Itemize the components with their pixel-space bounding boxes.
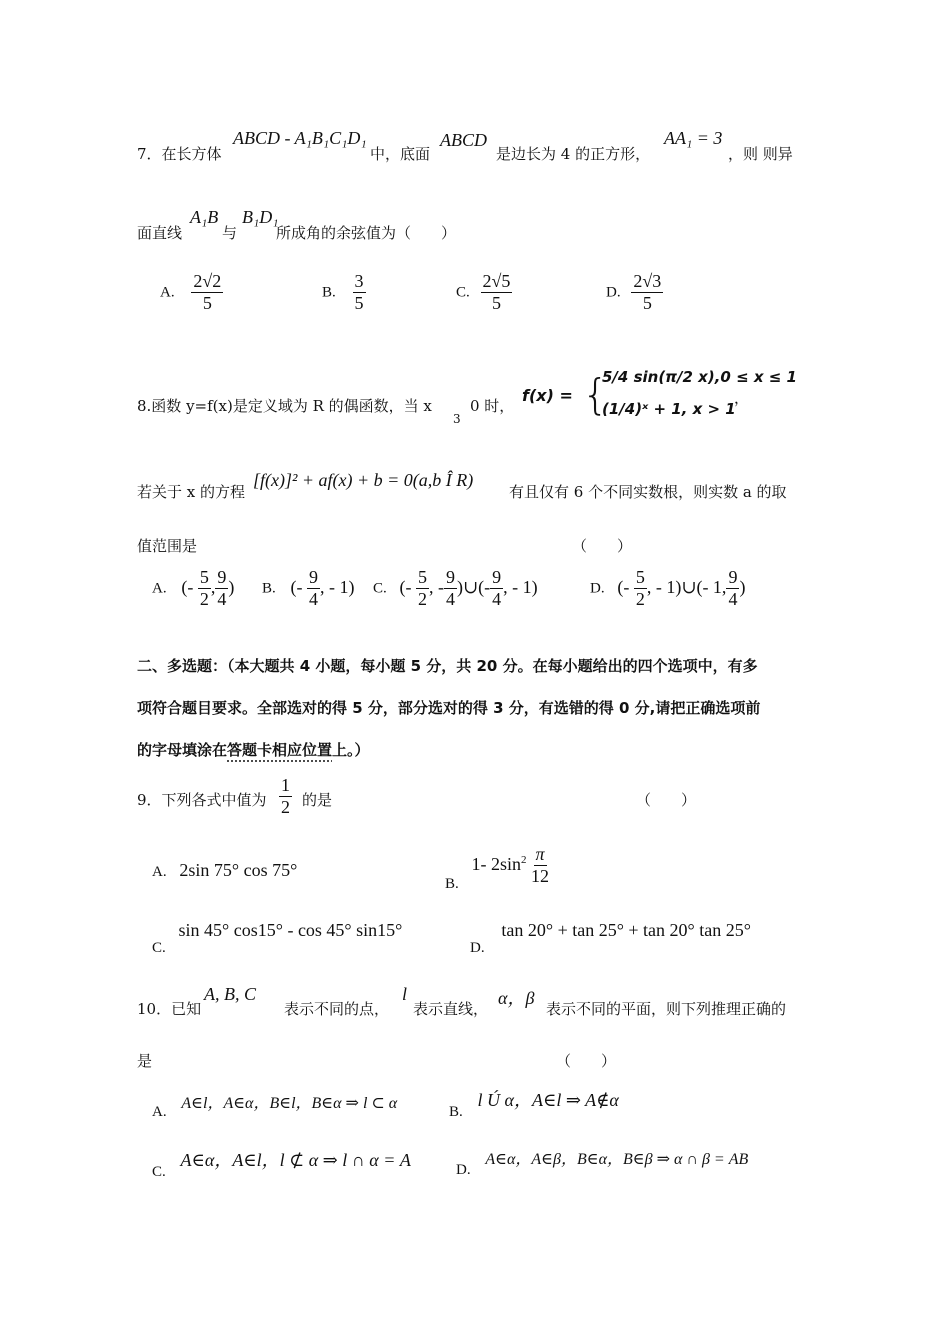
option-label: C. — [152, 940, 166, 956]
option-label: D. — [456, 1162, 471, 1178]
q8-equation: [f(x)]² + af(x) + b = 0(a,b Î R) — [253, 470, 474, 490]
fraction: $\frac{2√5}{5}$ — [482, 271, 511, 313]
q9-text: 9．下列各式中值为 — [137, 791, 267, 809]
q9-text-2: 的是 — [302, 791, 333, 809]
option-expr: sin 45° cos15° - cos 45° sin15° — [178, 920, 403, 940]
q10-answer-paren: （ ） — [556, 1052, 617, 1070]
option-expr: (- $\frac{9}{4}$ , - 1) — [290, 567, 355, 609]
q7-text-1: 中，底面 — [370, 145, 431, 163]
q8-option-b[interactable] — [262, 568, 355, 609]
option-label: D. — [470, 940, 485, 956]
q7-text-3: ，则 则异 — [728, 145, 793, 163]
q8-text-2: 0 时， — [470, 397, 515, 415]
q7-option-c[interactable] — [456, 272, 512, 313]
option-label: B. — [262, 580, 276, 597]
q9-option-d[interactable] — [470, 920, 751, 956]
option-label: A. — [152, 580, 167, 597]
section-2-line-3: 的字母填涂在答题卡相应位置上。） — [137, 741, 370, 759]
option-expr: 1- $2\sin^2$ $\frac{\pi}{12}$ — [471, 844, 550, 886]
option-label: B. — [322, 284, 336, 301]
q8-piece-1: 5/4 sin(π/2 x),0 ≤ x ≤ 1 — [602, 368, 797, 386]
q10-planes: α，β — [498, 988, 535, 1008]
q7-line2-a: 面直线 — [137, 224, 183, 242]
option-label: B. — [449, 1104, 463, 1120]
q7-number-text: 7．在长方体 — [137, 145, 222, 163]
q8-line3: 值范围是 — [137, 537, 198, 555]
option-expr: (- $\frac{5}{2}$ , - 1)∪(- 1, $\frac{9}{4}$ ) — [617, 567, 746, 609]
option-expr: (- $\frac{5}{2}$ , $\frac{9}{4}$ ) — [181, 567, 235, 609]
q10-option-d[interactable] — [456, 1146, 749, 1178]
q8-piece-2: (1/4)ˣ + 1, x > 1 — [602, 400, 736, 418]
q7-solid-name: ABCD - A₁B₁C₁D₁ — [233, 128, 367, 148]
fraction: $\frac{2√3}{5}$ — [633, 271, 662, 313]
q7-aa1: AA₁ = 3 — [664, 128, 723, 148]
q8-answer-paren: （ ） — [572, 537, 633, 555]
fraction: $\frac{3}{5}$ — [354, 271, 364, 313]
q7-option-a[interactable] — [160, 272, 223, 313]
q10-line2: 是 — [137, 1052, 153, 1070]
option-label: D. — [606, 284, 621, 301]
option-label: A. — [152, 1104, 167, 1120]
option-expr: 2sin 75° cos 75° — [179, 860, 298, 880]
q7-with: 与 — [222, 224, 238, 242]
q8-fx: f(x) = — [522, 386, 573, 405]
q8-option-c[interactable] — [373, 568, 538, 609]
q10-line-symbol: l — [402, 984, 408, 1004]
section-2-line-2: 项符合题目要求。全部选对的得 5 分，部分选对的得 3 分，有选错的得 0 分,请把正确选项前 — [137, 699, 761, 717]
q8-piecewise — [522, 366, 797, 430]
q7-a1b: A₁B — [190, 207, 219, 227]
q9-option-c[interactable] — [152, 920, 403, 956]
q8-option-d[interactable] — [590, 568, 745, 609]
option-label: A. — [152, 864, 167, 880]
section-2-line-1: 二、多选题：（本大题共 4 小题，每小题 5 分，共 20 分。在每小题给出的四个选项中，有多 — [137, 657, 758, 675]
brace-icon: { — [582, 370, 609, 419]
q10-option-c[interactable] — [152, 1146, 411, 1180]
q10-option-a[interactable] — [152, 1090, 398, 1120]
q8-line2-b: 有且仅有 6 个不同实数根，则实数 a 的取 — [509, 483, 787, 501]
option-label: C. — [373, 580, 387, 597]
q9-option-a[interactable] — [152, 860, 297, 881]
q9-half-fraction: $\frac{1}{2}$ — [281, 775, 290, 817]
q8-text-1: 8.函数 y=f(x)是定义域为 R 的偶函数，当 x — [137, 397, 432, 415]
q8-geq-glyph: 3 — [453, 412, 461, 426]
q7-option-b[interactable] — [322, 272, 366, 313]
q8-option-a[interactable] — [152, 568, 234, 609]
q9-answer-paren: （ ） — [636, 791, 697, 809]
q9-option-b[interactable] — [445, 844, 550, 892]
q7-base-name: ABCD — [440, 130, 487, 150]
option-label: D. — [590, 580, 605, 597]
option-expr: l Ú α，A∈l ⇒ A∉α — [477, 1090, 619, 1110]
q8-line2-a: 若关于 x 的方程 — [137, 483, 245, 501]
option-expr: A∈α，A∈β，B∈α，B∈β ⇒ α ∩ β = AB — [485, 1151, 749, 1168]
option-expr: A∈l，A∈α，B∈l，B∈α ⇒ l ⊂ α — [181, 1095, 398, 1112]
q10-option-b[interactable] — [449, 1086, 619, 1120]
fraction: $\frac{2√2}{5}$ — [193, 271, 222, 313]
q7-b1d1: B₁D₁ — [242, 207, 279, 227]
q7-option-d[interactable] — [606, 272, 663, 313]
q7-line2-b: 所成角的余弦值为（ ） — [276, 224, 457, 242]
q8-comma: ， — [734, 389, 750, 407]
option-label: C. — [456, 284, 470, 301]
q7-text-2: 是边长为 4 的正方形， — [496, 145, 651, 163]
q10-text-1: 10．已知 — [137, 1000, 202, 1018]
q10-text-4: 表示不同的平面，则下列推理正确的 — [546, 1000, 787, 1018]
q10-text-2: 表示不同的点， — [284, 1000, 390, 1018]
q10-text-3: 表示直线， — [413, 1000, 489, 1018]
option-label: C. — [152, 1164, 166, 1180]
option-label: B. — [445, 875, 459, 892]
option-expr: A∈α，A∈l，l ⊄ α ⇒ l ∩ α = A — [180, 1150, 411, 1170]
option-label: A. — [160, 284, 175, 301]
q10-points: A, B, C — [204, 984, 256, 1004]
option-expr: tan 20° + tan 25° + tan 20° tan 25° — [501, 920, 751, 940]
option-expr: (- $\frac{5}{2}$ , - $\frac{9}{4}$ )∪(- $\frac{9}{4}$ , - 1) — [399, 567, 538, 609]
